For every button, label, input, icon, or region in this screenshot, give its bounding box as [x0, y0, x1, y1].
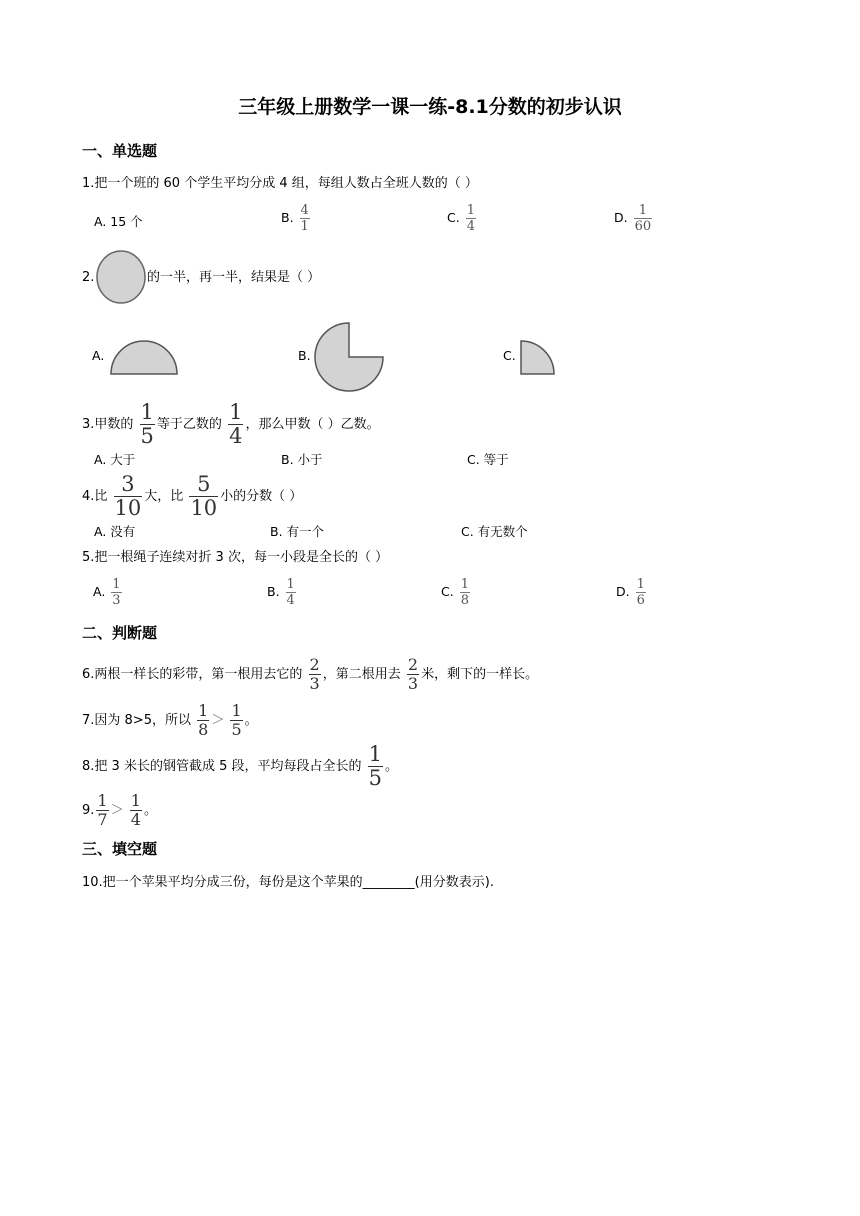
denominator: 4 [466, 219, 475, 234]
question-2-option-a-label[interactable]: A. [92, 348, 105, 363]
text-part: 8.把 3 米长的钢管截成 5 段，平均每段占全长的 [82, 759, 362, 774]
text-part: 米，剩下的一样长。 [421, 667, 539, 682]
denominator: 60 [634, 219, 652, 234]
numerator: 1 [231, 701, 242, 720]
numerator: 1 [140, 400, 154, 424]
question-1-text: 1.把一个班的 60 个学生平均分成 4 组，每组人数占全班人数的（ ） [82, 176, 478, 191]
text-part: 3.甲数的 [82, 417, 134, 432]
fraction [189, 474, 218, 519]
numerator: 1 [229, 400, 243, 424]
numerator: 1 [198, 701, 209, 720]
question-1-option-d[interactable] [614, 204, 654, 233]
section-heading-single-choice: 一、单选题 [82, 142, 158, 160]
fraction [197, 703, 209, 738]
fraction [407, 657, 419, 692]
question-2-option-b-label[interactable]: B. [298, 348, 311, 363]
fraction [130, 793, 142, 828]
comparison-operator: ＞ [110, 803, 124, 818]
denominator: 1 [300, 219, 309, 234]
question-10-text: 10.把一个苹果平均分成三份，每份是这个苹果的________(用分数表示). [82, 875, 494, 890]
denominator: 4 [229, 424, 243, 448]
circle-figure [95, 249, 147, 305]
text-part: ，第二根用去 [322, 667, 401, 682]
question-3-option-b[interactable]: B. 小于 [281, 452, 323, 467]
question-4-option-b[interactable]: B. 有一个 [270, 524, 325, 539]
fraction [634, 204, 653, 233]
question-4-text [82, 474, 302, 519]
question-5-option-b[interactable] [267, 578, 298, 607]
option-label: C. [447, 210, 460, 225]
fraction [114, 474, 143, 519]
fraction [96, 793, 108, 828]
denominator: 10 [114, 496, 142, 520]
text-part: 小的分数（ ） [220, 489, 303, 504]
question-2-number: 2. [82, 270, 95, 285]
numerator: 1 [460, 577, 469, 592]
fraction [368, 744, 383, 789]
denominator: 6 [636, 593, 645, 608]
question-2-text: 的一半，再一半，结果是（ ） [147, 270, 321, 285]
numerator: 5 [197, 472, 211, 496]
fraction [228, 402, 243, 447]
question-3-option-c[interactable]: C. 等于 [467, 452, 509, 467]
question-8-text [82, 744, 398, 789]
denominator: 5 [140, 424, 154, 448]
denominator: 7 [97, 810, 108, 829]
fraction [140, 402, 155, 447]
question-1-option-b[interactable] [281, 204, 312, 233]
numerator: 1 [286, 577, 295, 592]
option-label: A. [93, 584, 106, 599]
text-part: 。 [143, 803, 157, 818]
text-part: 。 [244, 713, 258, 728]
denominator: 10 [190, 496, 218, 520]
text-part: 大，比 [144, 489, 184, 504]
denominator: 4 [130, 810, 141, 829]
question-5-text: 5.把一根绳子连续对折 3 次，每一小段是全长的（ ） [82, 550, 389, 565]
question-5-option-d[interactable] [616, 578, 648, 607]
numerator: 1 [97, 791, 108, 810]
text-part: 4.比 [82, 489, 108, 504]
denominator: 8 [198, 720, 209, 739]
option-label: C. [441, 584, 454, 599]
text-part: 9. [82, 803, 95, 818]
fraction [111, 578, 121, 607]
text-part: 6.两根一样长的彩带，第一根用去它的 [82, 667, 303, 682]
question-5-option-c[interactable] [441, 578, 472, 607]
question-1-option-a[interactable]: A. 15 个 [94, 214, 143, 229]
fraction [300, 204, 310, 233]
fraction [636, 578, 646, 607]
page-title: 三年级上册数学一课一练-8.1分数的初步认识 [238, 96, 622, 118]
question-6-text [82, 656, 538, 694]
question-3-text [82, 402, 380, 447]
question-3-option-a[interactable]: A. 大于 [94, 452, 136, 467]
question-4-option-c[interactable]: C. 有无数个 [461, 524, 528, 539]
denominator: 3 [407, 674, 419, 693]
question-7-text [82, 702, 258, 740]
three-quarter-circle-figure[interactable] [314, 322, 384, 392]
quarter-circle-figure[interactable] [520, 340, 557, 376]
question-5-option-a[interactable] [93, 578, 124, 607]
fraction [460, 578, 470, 607]
numerator: 4 [300, 203, 309, 218]
text-part: 7.因为 8>5，所以 [82, 713, 191, 728]
denominator: 5 [368, 766, 382, 790]
option-label: D. [616, 584, 630, 599]
section-heading-true-false: 二、判断题 [82, 624, 158, 642]
question-9-text [82, 792, 157, 830]
numerator: 1 [638, 203, 647, 218]
numerator: 1 [368, 742, 382, 766]
numerator: 1 [130, 791, 141, 810]
text-part: 等于乙数的 [156, 417, 222, 432]
numerator: 2 [407, 655, 419, 674]
question-1-option-c[interactable] [447, 204, 478, 233]
denominator: 4 [286, 593, 295, 608]
numerator: 2 [309, 655, 320, 674]
numerator: 1 [466, 203, 475, 218]
section-heading-fill-in: 三、填空题 [82, 840, 158, 858]
text-part: 。 [385, 759, 399, 774]
option-label: D. [614, 210, 628, 225]
denominator: 3 [309, 674, 320, 693]
question-2-option-c-label[interactable]: C. [503, 348, 516, 363]
question-4-option-a[interactable]: A. 没有 [94, 524, 136, 539]
fraction [286, 578, 296, 607]
text-part: ，那么甲数（ ）乙数。 [245, 417, 380, 432]
comparison-operator: ＞ [211, 713, 225, 728]
numerator: 3 [121, 472, 135, 496]
numerator: 1 [112, 577, 121, 592]
denominator: 3 [112, 593, 121, 608]
numerator: 1 [636, 577, 645, 592]
denominator: 5 [231, 720, 242, 739]
option-label: B. [267, 584, 280, 599]
half-circle-figure[interactable] [110, 340, 180, 376]
denominator: 8 [460, 593, 469, 608]
fraction [230, 703, 242, 738]
fraction [466, 204, 476, 233]
option-label: B. [281, 210, 294, 225]
fraction [309, 657, 321, 692]
